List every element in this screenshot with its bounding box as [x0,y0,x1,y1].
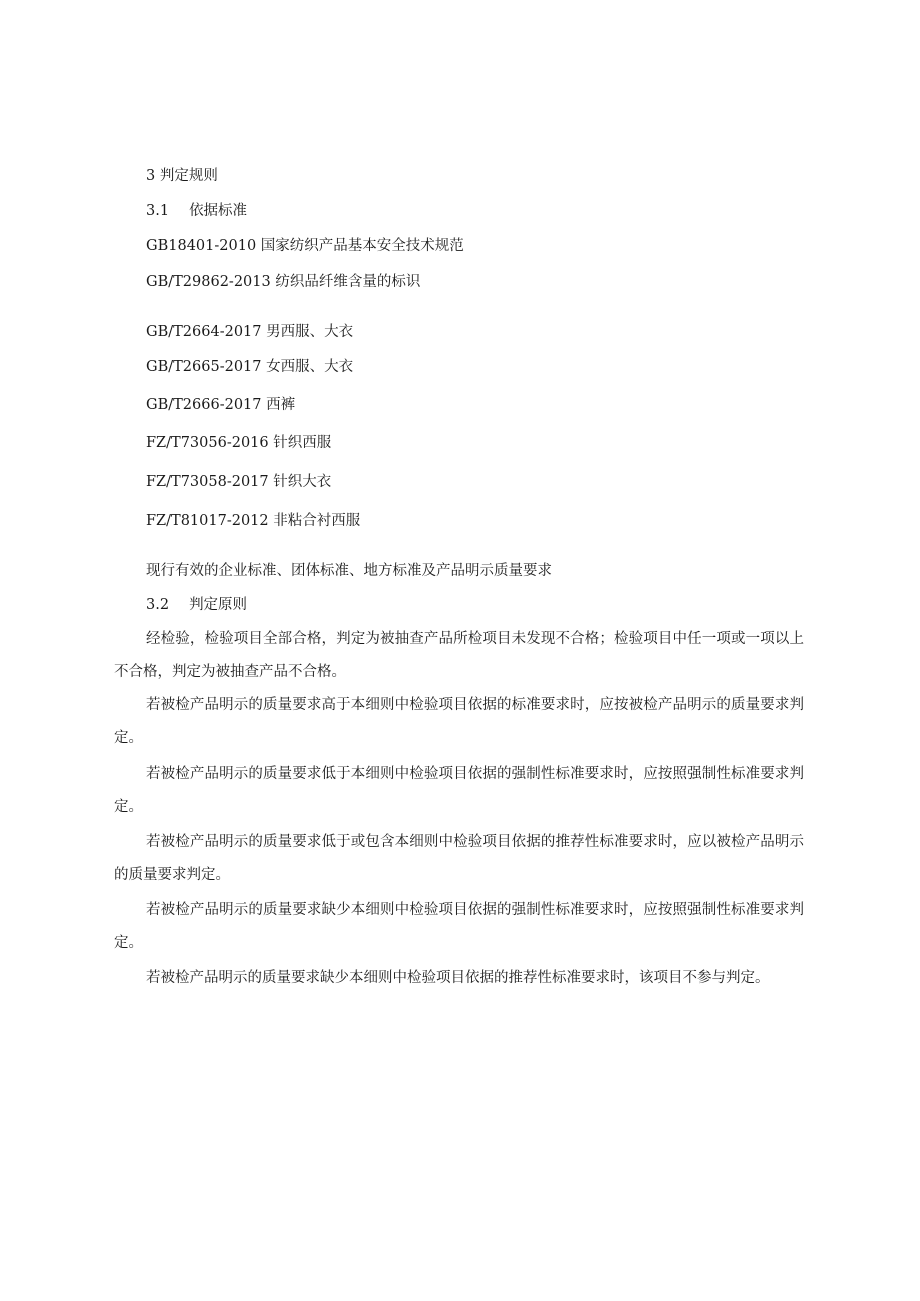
principle-paragraph: 若被检产品明示的质量要求低于或包含本细则中检验项目依据的推荐性标准要求时，应以被检产品明示的质量要求判定。 [114,834,804,883]
subsection-heading-basis [146,201,247,221]
standard-item: GB18401-2010 国家纺织产品基本安全技术规范 [146,238,464,254]
subsection-number: 3.1 [146,203,170,219]
subsection-number: 3.2 [146,597,170,613]
section-heading: 3 判定规则 [146,168,218,184]
subsection-heading-principle [146,595,247,615]
standard-item: GB/T2664-2017 男西服、大衣 [146,324,354,340]
standard-item: FZ/T81017-2012 非粘合衬西服 [146,513,361,529]
other-standards-line: 现行有效的企业标准、团体标准、地方标准及产品明示质量要求 [146,563,552,579]
subsection-title: 依据标准 [189,203,248,219]
standard-item: GB/T29862-2013 纺织品纤维含量的标识 [146,274,421,290]
subsection-title: 判定原则 [189,597,248,613]
principle-paragraph: 若被检产品明示的质量要求低于本细则中检验项目依据的强制性标准要求时，应按照强制性标准要求判定。 [114,766,804,815]
principle-paragraph: 若被检产品明示的质量要求高于本细则中检验项目依据的标准要求时，应按被检产品明示的质量要求判定。 [114,697,804,746]
standard-item: GB/T2666-2017 西裤 [146,397,296,413]
standard-item: FZ/T73056-2016 针织西服 [146,435,332,451]
principle-paragraph: 经检验，检验项目全部合格，判定为被抽查产品所检项目未发现不合格；检验项目中任一项或一项以上不合格，判定为被抽查产品不合格。 [114,631,804,680]
standard-item: FZ/T73058-2017 针织大衣 [146,474,332,490]
standard-item: GB/T2665-2017 女西服、大衣 [146,359,354,375]
principle-paragraph: 若被检产品明示的质量要求缺少本细则中检验项目依据的强制性标准要求时，应按照强制性标准要求判定。 [114,902,804,951]
principle-paragraph: 若被检产品明示的质量要求缺少本细则中检验项目依据的推荐性标准要求时，该项目不参与判定。 [146,970,770,986]
